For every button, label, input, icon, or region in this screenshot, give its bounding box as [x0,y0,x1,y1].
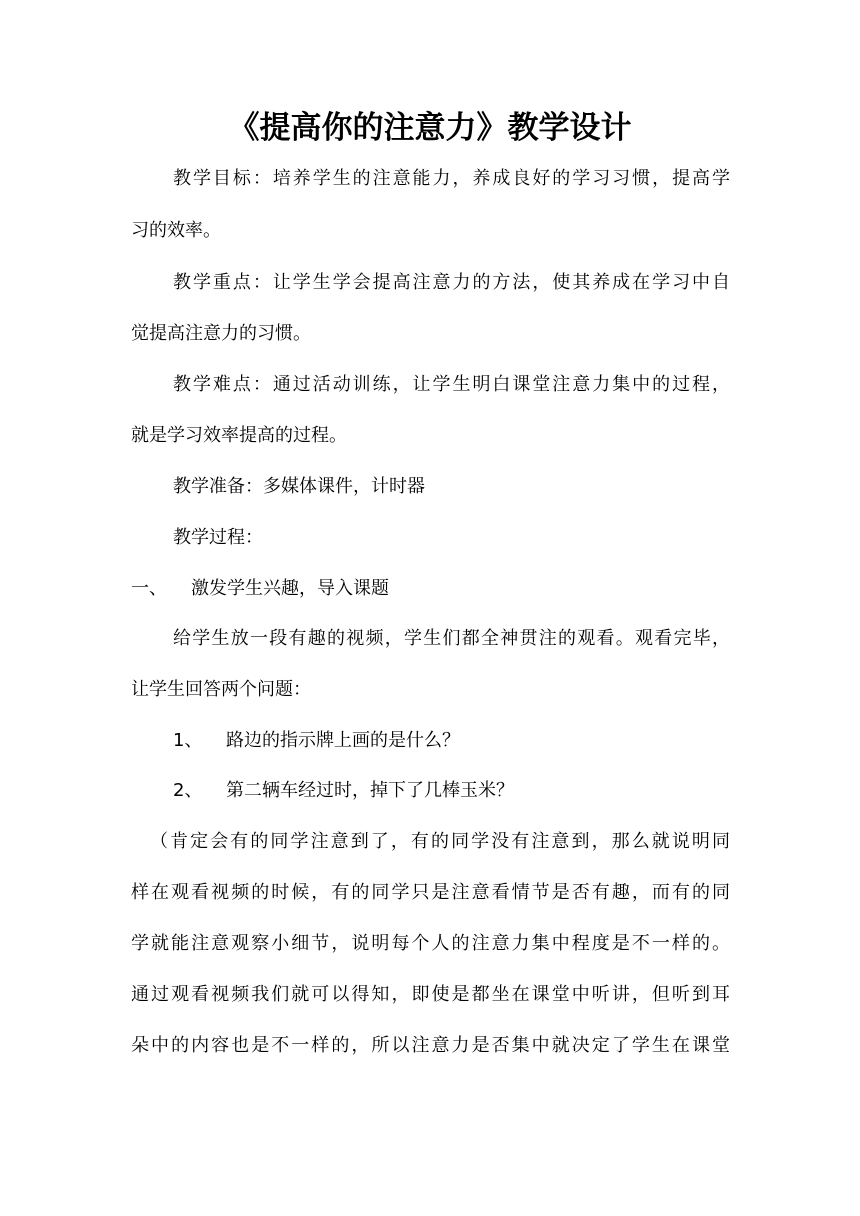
paragraph-2-line-4: 通过观看视频我们就可以得知，即使是都坐在课堂中听讲，但听到耳 [131,984,730,1005]
paragraph-2-line-1: （肯定会有的同学注意到了，有的同学没有注意到，那么就说明同 [150,831,730,852]
paragraph-1-line-1: 给学生放一段有趣的视频，学生们都全神贯注的观看。观看完毕， [173,628,730,649]
question-2-text: 第二辆车经过时，掉下了几棒玉米？ [226,780,514,801]
teaching-difficulty-line-2: 就是学习效率提高的过程。 [131,425,347,446]
section-1-title: 激发学生兴趣，导入课题 [191,578,389,599]
teaching-difficulty-line-1: 教学难点：通过活动训练，让学生明白课堂注意力集中的过程， [173,374,730,395]
paragraph-1-line-2: 让学生回答两个问题： [131,679,311,700]
document-title: 《提高你的注意力》教学设计 [228,110,632,146]
question-1-number: 1、 [173,730,203,751]
teaching-preparation: 教学准备：多媒体课件，计时器 [173,476,425,497]
teaching-goal-line-2: 习的效率。 [131,220,221,241]
teaching-goal-line-1: 教学目标：培养学生的注意能力，养成良好的学习习惯，提高学 [173,168,730,189]
teaching-key-point-line-1: 教学重点：让学生学会提高注意力的方法，使其养成在学习中自 [173,272,730,293]
paragraph-2-line-2: 样在观看视频的时候，有的同学只是注意看情节是否有趣，而有的同 [131,882,730,903]
paragraph-2-line-5: 朵中的内容也是不一样的，所以注意力是否集中就决定了学生在课堂 [131,1035,730,1056]
paragraph-2-line-3: 学就能注意观察小细节，说明每个人的注意力集中程度是不一样的。 [131,933,730,954]
section-1-number: 一、 [131,578,167,599]
teaching-process-label: 教学过程： [173,527,263,548]
question-2-number: 2、 [173,780,203,801]
question-1-text: 路边的指示牌上画的是什么？ [226,730,460,751]
teaching-key-point-line-2: 觉提高注意力的习惯。 [131,323,311,344]
